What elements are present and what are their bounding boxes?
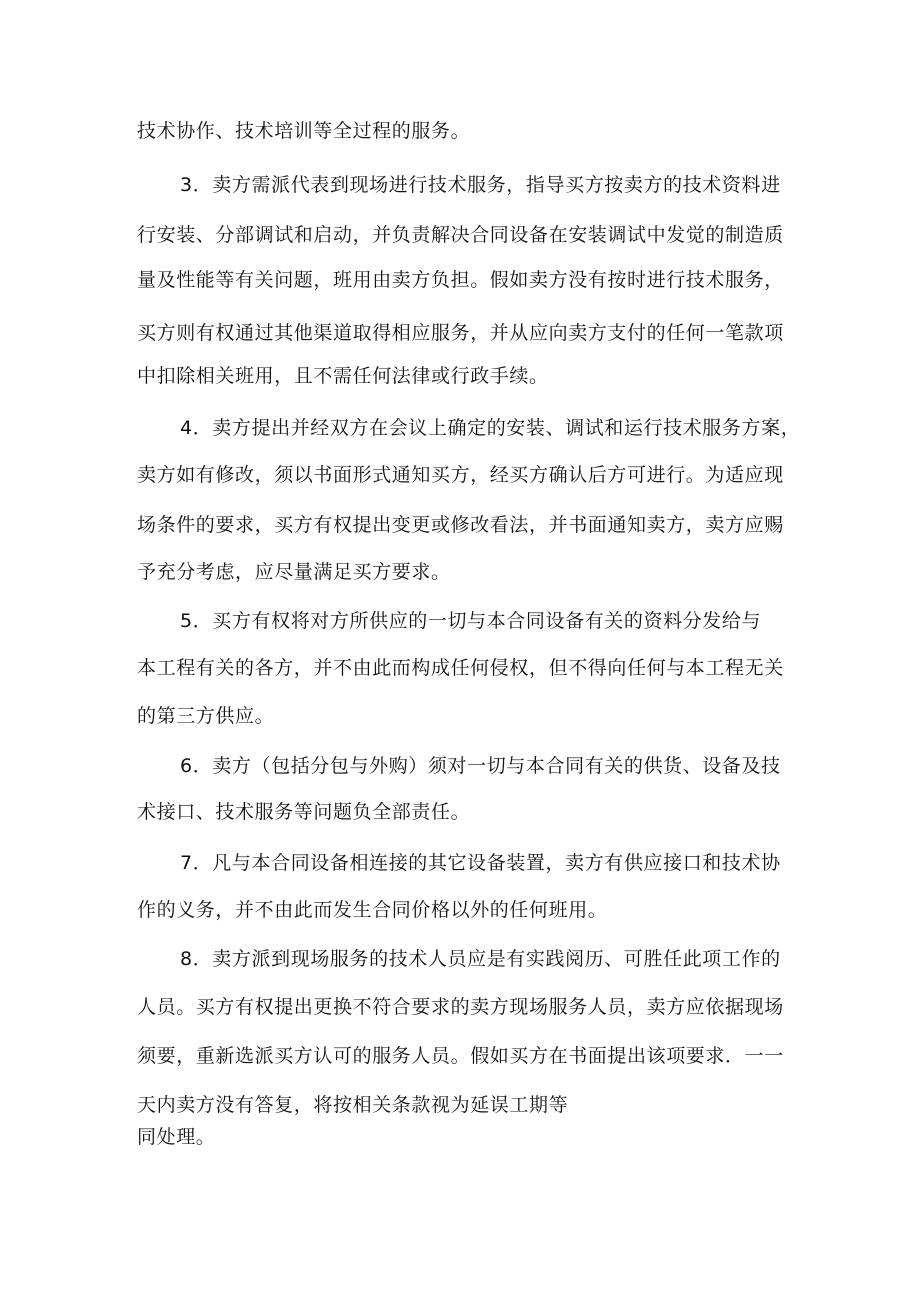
text-line: 卖方如有修改，须以书面形式通知买方，经买方确认后方可进行。为适应现 — [137, 464, 784, 486]
text-line: 3．卖方需派代表到现场进行技术服务，指导买方按卖方的技术资料进 — [180, 174, 781, 196]
text-line: 6．卖方（包括分包与外购）须对一切与本合同有关的供货、设备及技 — [180, 755, 781, 777]
text-line: 术接口、技术服务等问题负全部责任。 — [137, 801, 471, 823]
text-line: 行安装、分部调试和启动，并负责解决合同设备在安装调试中发觉的制造质 — [137, 224, 784, 246]
text-line: 的第三方供应。 — [137, 705, 275, 727]
text-line: 同处理。 — [137, 1126, 216, 1148]
text-line: 人员。买方有权提出更换不符合要求的卖方现场服务人员，卖方应依据现场 — [137, 996, 784, 1018]
text-line: 须要，重新选派买方认可的服务人员。假如买方在书面提出该项要求．一一 — [137, 1045, 784, 1067]
text-line: 予充分考虑，应尽量满足买方要求。 — [137, 561, 451, 583]
text-line: 买方则有权通过其他渠道取得相应服务，并从应向卖方支付的任何一笔款项 — [137, 322, 784, 344]
text-line: 8．卖方派到现场服务的技术人员应是有实践阅历、可胜任此项工作的 — [180, 948, 781, 970]
text-line: 场条件的要求，买方有权提出变更或修改看法，并书面通知卖方，卖方应赐 — [137, 514, 784, 536]
text-line: 4．卖方提出并经双方在会议上确定的安装、调试和运行技术服务方案， — [180, 417, 801, 439]
text-line: 作的义务，并不由此而发生合同价格以外的任何班用。 — [137, 899, 608, 921]
text-line: 本工程有关的各方，并不由此而构成任何侵权，但不得向任何与本工程无关 — [137, 657, 784, 679]
text-line: 技术协作、技术培训等全过程的服务。 — [137, 120, 471, 142]
text-line: 天内卖方没有答复，将按相关条款视为延误工期等 — [137, 1094, 569, 1116]
text-line: 5．买方有权将对方所供应的一切与本合同设备有关的资料分发给与 — [180, 610, 762, 632]
text-line: 7．凡与本合同设备相连接的其它设备装置，卖方有供应接口和技术协 — [180, 852, 781, 874]
text-line: 量及性能等有关问题，班用由卖方负担。假如卖方没有按时进行技术服务， — [137, 269, 784, 291]
text-line: 中扣除相关班用，且不需任何法律或行政手续。 — [137, 365, 549, 387]
